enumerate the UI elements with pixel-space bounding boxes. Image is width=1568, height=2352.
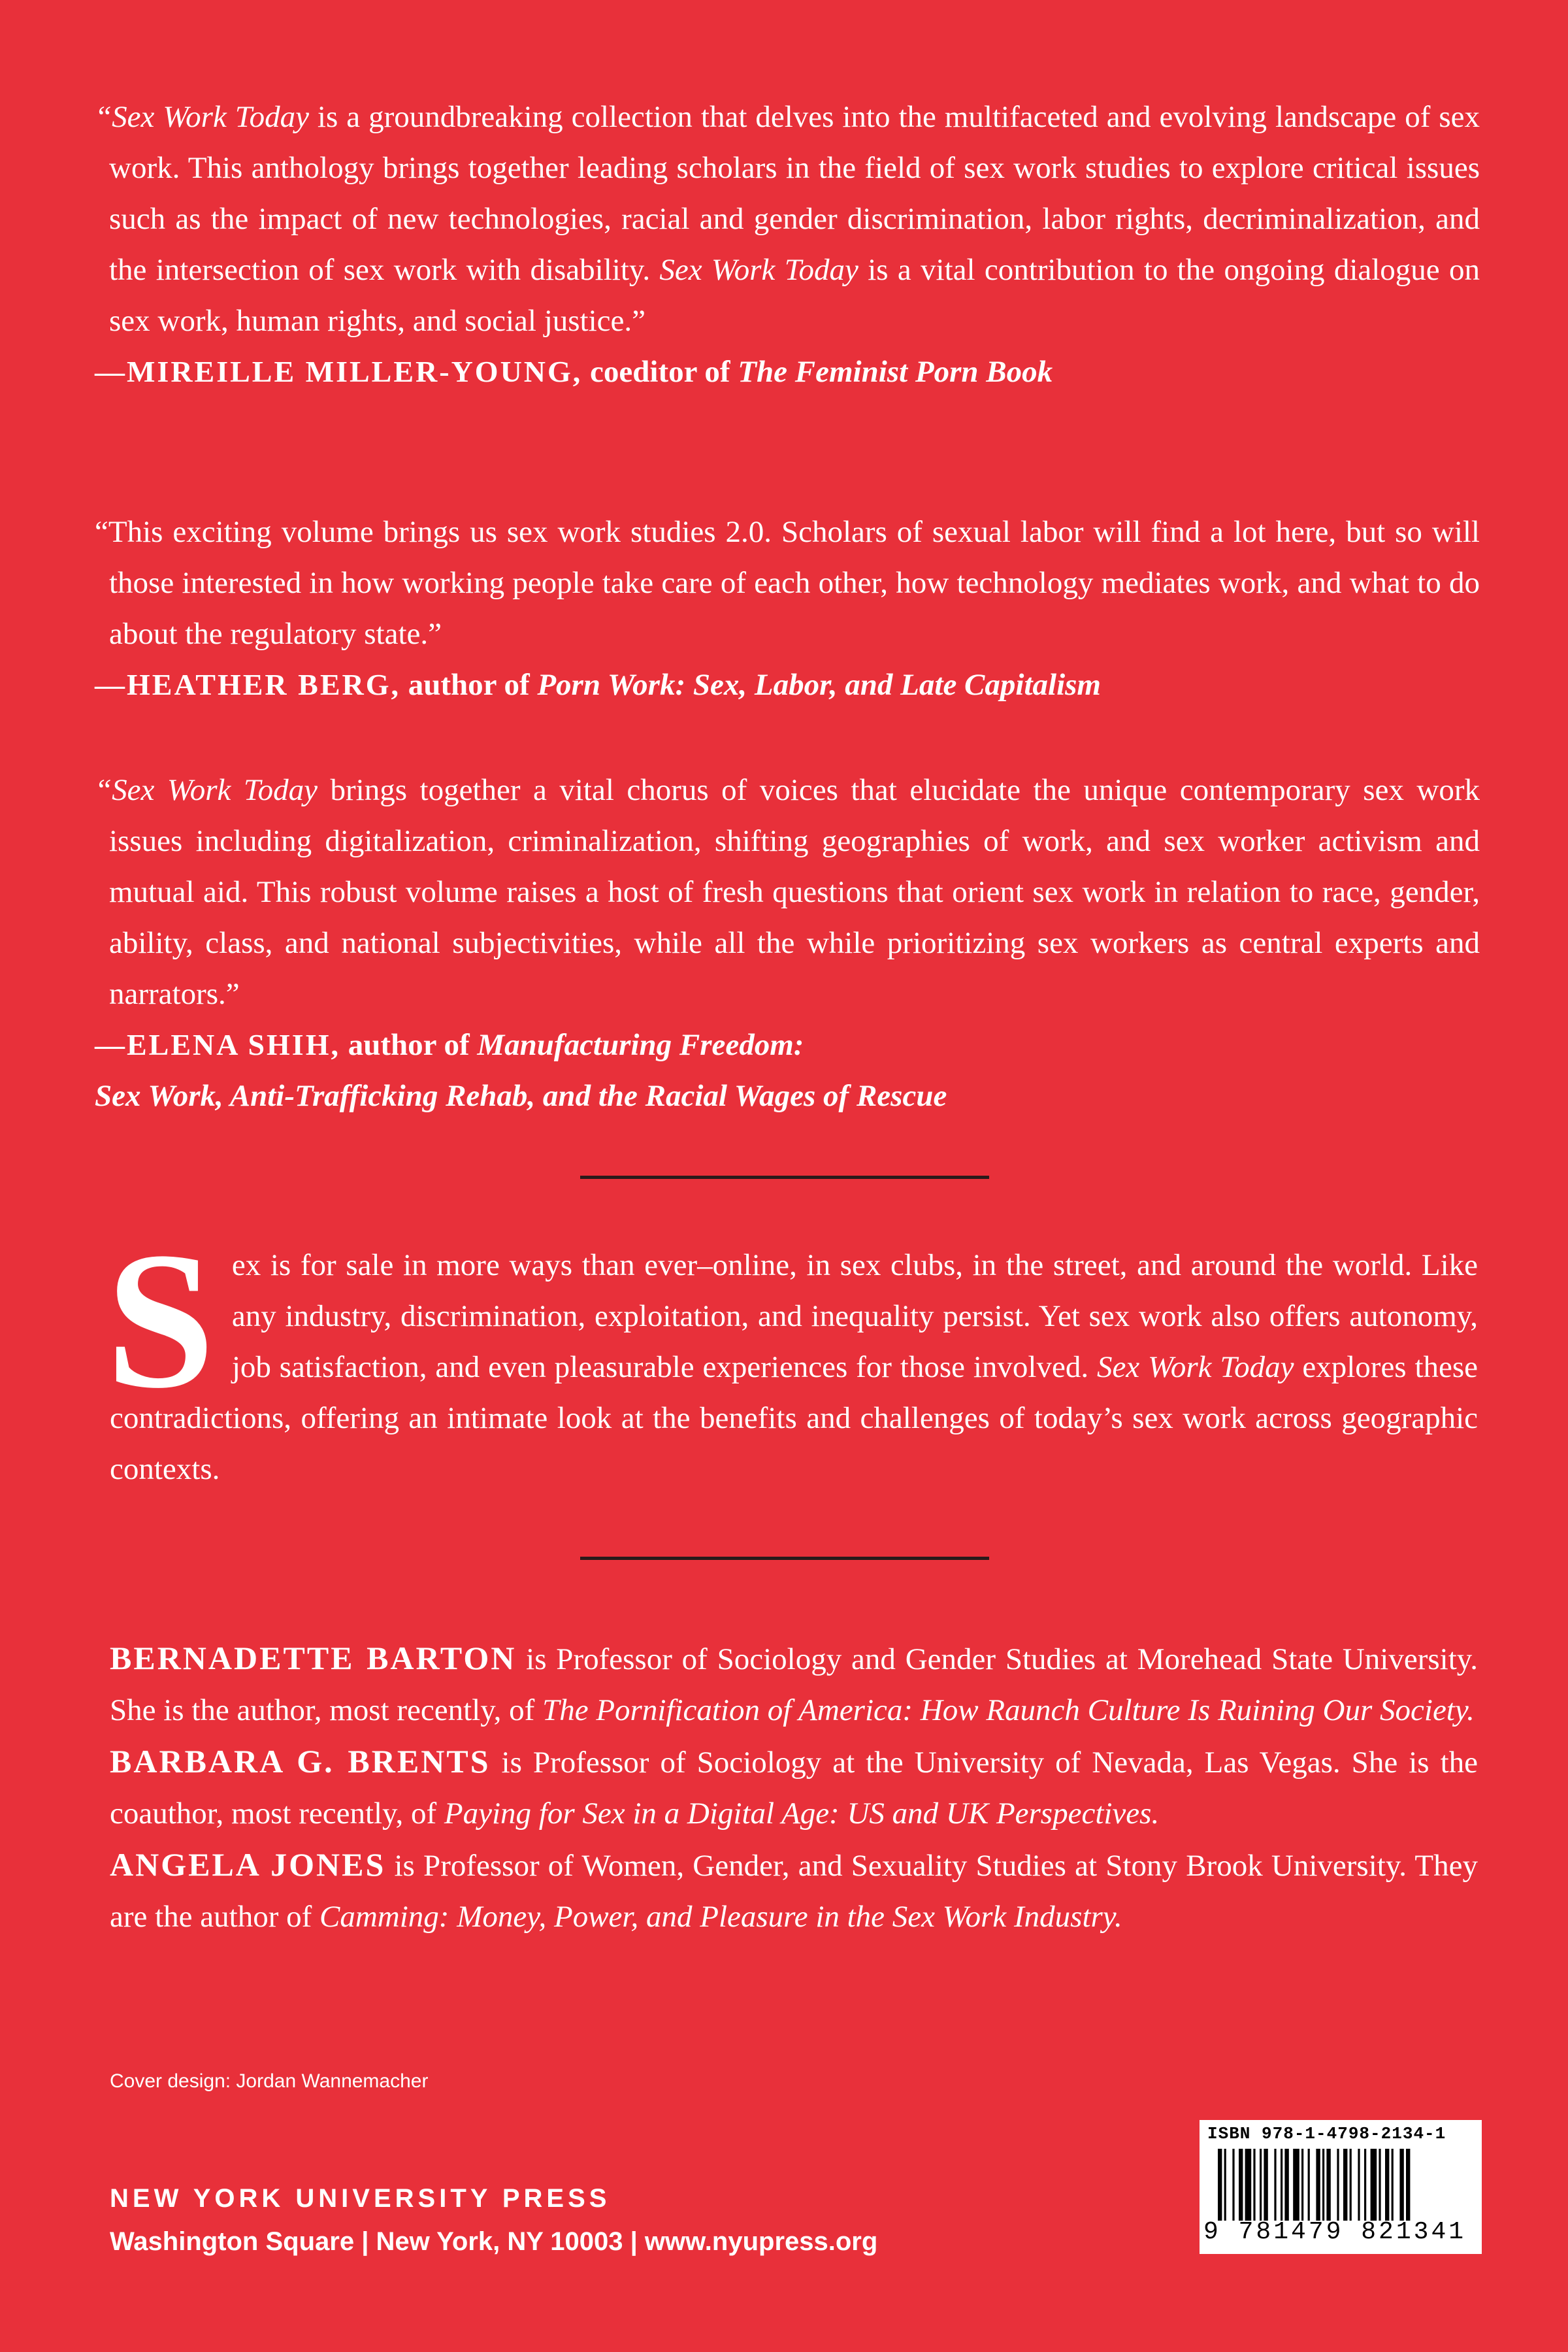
barcode-bar xyxy=(1358,2149,1360,2221)
bio-barton: BERNADETTE BARTON is Professor of Sociology and Gender Studies at Morehead State University. She is the author, most recently, of The Pornification of America: How Raunch Culture Is Ruining Our Society. xyxy=(110,1640,1478,1727)
cover-credit: Cover design: Jordan Wannemacher xyxy=(110,2070,429,2092)
barcode-bar xyxy=(1253,2149,1255,2221)
barcode-bar xyxy=(1364,2149,1366,2221)
barcode-bar xyxy=(1245,2149,1252,2221)
barcode-bar xyxy=(1301,2149,1303,2221)
blurb-2-attribution: —HEATHER BERG, author of Porn Work: Sex, Labor, and Late Capitalism xyxy=(95,668,1101,702)
barcode-bar xyxy=(1316,2149,1320,2221)
publisher-name: NEW YORK UNIVERSITY PRESS xyxy=(110,2184,611,2213)
barcode-bar xyxy=(1274,2149,1276,2221)
author-bios xyxy=(110,1632,1478,1942)
barcode-bar xyxy=(1264,2149,1267,2221)
barcode-number: 9 781479 821341 xyxy=(1203,2218,1467,2246)
barcode-bar xyxy=(1284,2149,1288,2221)
drop-cap: S xyxy=(106,1212,215,1429)
bio-jones: ANGELA JONES is Professor of Women, Gender, and Sexuality Studies at Stony Brook University. They are the author of Camming: Money, Power, and Pleasure in the Sex Work Industry. xyxy=(110,1846,1478,1934)
barcode-bar xyxy=(1350,2149,1352,2221)
blurb-2 xyxy=(95,506,1480,710)
isbn-barcode xyxy=(1200,2120,1482,2254)
divider-1 xyxy=(580,1176,989,1179)
barcode-bar xyxy=(1343,2149,1347,2221)
barcode-bar xyxy=(1406,2149,1410,2221)
barcode-bar xyxy=(1399,2149,1403,2221)
barcode-bar xyxy=(1260,2149,1262,2221)
blurb-3-attribution: —ELENA SHIH, author of Manufacturing Freedom: Sex Work, Anti-Trafficking Rehab, and the Racial Wages of Rescue xyxy=(95,1028,947,1113)
barcode-bar xyxy=(1281,2149,1282,2221)
barcode-bar xyxy=(1293,2149,1299,2221)
blurb-2-text: “This exciting volume brings us sex work studies 2.0. Scholars of sexual labor will find a lot here, but so will those interested in how working people take care of each other, how technology mediates work, and what to do about the regulatory state.” xyxy=(95,515,1480,651)
barcode-bar xyxy=(1371,2149,1377,2221)
isbn-label: ISBN 978-1-4798-2134-1 xyxy=(1207,2124,1446,2144)
barcode-bar xyxy=(1322,2149,1324,2221)
barcode-bar xyxy=(1218,2149,1222,2221)
book-description: Sex is for sale in more ways than ever–online, in sex clubs, in the street, and around the world. Like any industry, discrimination, exploitation, and inequality persist. Yet sex work also offers autonomy, job satisfaction, and even pleasurable experiences for those involved. Sex Work Today explores these contradictions, offering an intimate look at the benefits and challenges of today’s sex work across geographic contexts. xyxy=(106,1212,1478,1486)
divider-2 xyxy=(580,1557,989,1560)
bio-brents: BARBARA G. BRENTS is Professor of Sociology at the University of Nevada, Las Vegas. She is the coauthor, most recently, of Paying for Sex in a Digital Age: US and UK Perspectives. xyxy=(110,1743,1478,1830)
barcode-bar xyxy=(1326,2149,1330,2221)
barcode-bar xyxy=(1337,2149,1339,2221)
barcode-bar xyxy=(1385,2149,1389,2221)
barcode-bar xyxy=(1232,2149,1234,2221)
barcode-bars xyxy=(1218,2149,1466,2221)
blurb-1-text: “Sex Work Today is a groundbreaking collection that delves into the multifaceted and evolving landscape of sex work. This anthology brings together leading scholars in the field of sex work studies to explore critical issues such as the impact of new technologies, racial and gender discrimination, labor rights, decriminalization, and the intersection of sex work with disability. Sex Work Today is a vital contribution to the ongoing dialogue on sex work, human rights, and social justice.” xyxy=(95,100,1480,338)
barcode-bar xyxy=(1379,2149,1380,2221)
blurb-1-attribution: —MIREILLE MILLER-YOUNG, coeditor of The Feminist Porn Book xyxy=(95,355,1053,389)
blurb-3 xyxy=(95,765,1480,1121)
blurb-3-text: “Sex Work Today brings together a vital chorus of voices that elucidate the unique contemporary sex work issues including digitalization, criminalization, shifting geographies of work, and sex worker activism and mutual aid. This robust volume raises a host of fresh questions that orient sex work in relation to race, gender, ability, class, and national subjectivities, while all the while prioritizing sex workers as central experts and narrators.” xyxy=(95,773,1480,1011)
barcode-bar xyxy=(1224,2149,1226,2221)
blurb-1 xyxy=(95,91,1480,397)
publisher-address: Washington Square | New York, NY 10003 | www.nyupress.org xyxy=(110,2227,878,2256)
barcode-bar xyxy=(1239,2149,1243,2221)
barcode-bar xyxy=(1308,2149,1310,2221)
barcode-bar xyxy=(1392,2149,1394,2221)
